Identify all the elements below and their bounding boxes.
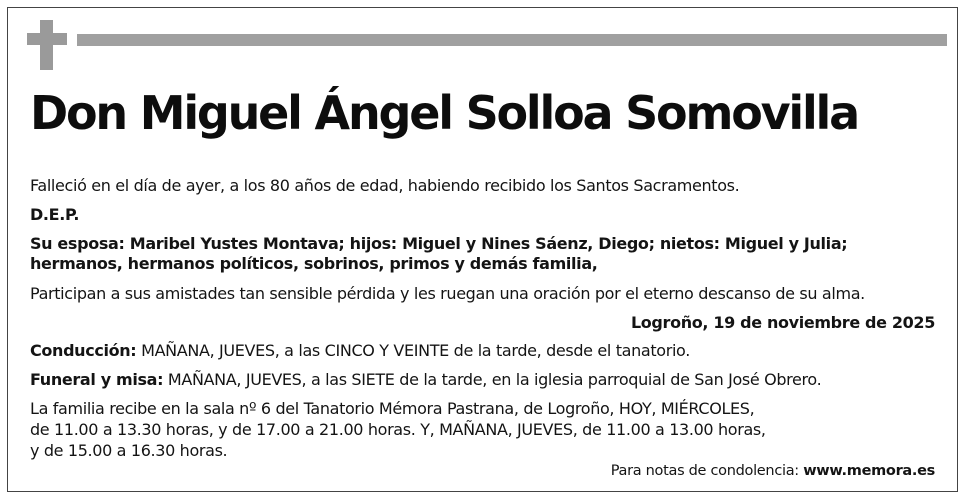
- family-line-1: Su esposa: Maribel Yustes Montava; hijos: Miguel y Nines Sáenz, Diego; nietos: Miguel y Julia;: [30, 234, 848, 253]
- reception-line-1: La familia recibe en la sala nº 6 del Tanatorio Mémora Pastrana, de Logroño, HOY, MIÉRCOLES,: [30, 399, 755, 418]
- place-date: Logroño, 19 de noviembre de 2025: [630, 313, 935, 332]
- conduction-label: Conducción:: [30, 341, 137, 360]
- family-line-2: hermanos, hermanos políticos, sobrinos, primos y demás familia,: [30, 254, 598, 273]
- rip-label: D.E.P.: [30, 205, 80, 224]
- conduction-text: MAÑANA, JUEVES, a las CINCO Y VEINTE de la tarde, desde el tanatorio.: [141, 341, 690, 360]
- cross-icon-bar: [27, 33, 67, 45]
- funeral-text: MAÑANA, JUEVES, a las SIETE de la tarde, en la iglesia parroquial de San José Obrero.: [167, 370, 822, 389]
- condolences-label: Para notas de condolencia:: [610, 463, 799, 479]
- reception-line-3: y de 15.00 a 16.30 horas.: [30, 441, 228, 460]
- deceased-name: Don Miguel Ángel Solloa Somovilla: [30, 86, 858, 140]
- death-notice: Falleció en el día de ayer, a los 80 años de edad, habiendo recibido los Santos Sacramentos.: [30, 176, 740, 195]
- reception-line-2: de 11.00 a 13.30 horas, y de 17.00 a 21.00 horas. Y, MAÑANA, JUEVES, de 11.00 a 13.00 horas,: [30, 420, 766, 439]
- condolences-line: [611, 462, 935, 480]
- funeral-line: [30, 370, 821, 390]
- conduction-line: [30, 341, 690, 361]
- announcement-text: Participan a sus amistades tan sensible pérdida y les ruegan una oración por el eterno descanso de su alma.: [30, 284, 865, 303]
- condolences-url[interactable]: www.memora.es: [803, 463, 935, 479]
- cross-icon: [40, 20, 53, 70]
- header-rule: [77, 34, 947, 46]
- funeral-label: Funeral y misa:: [30, 370, 164, 389]
